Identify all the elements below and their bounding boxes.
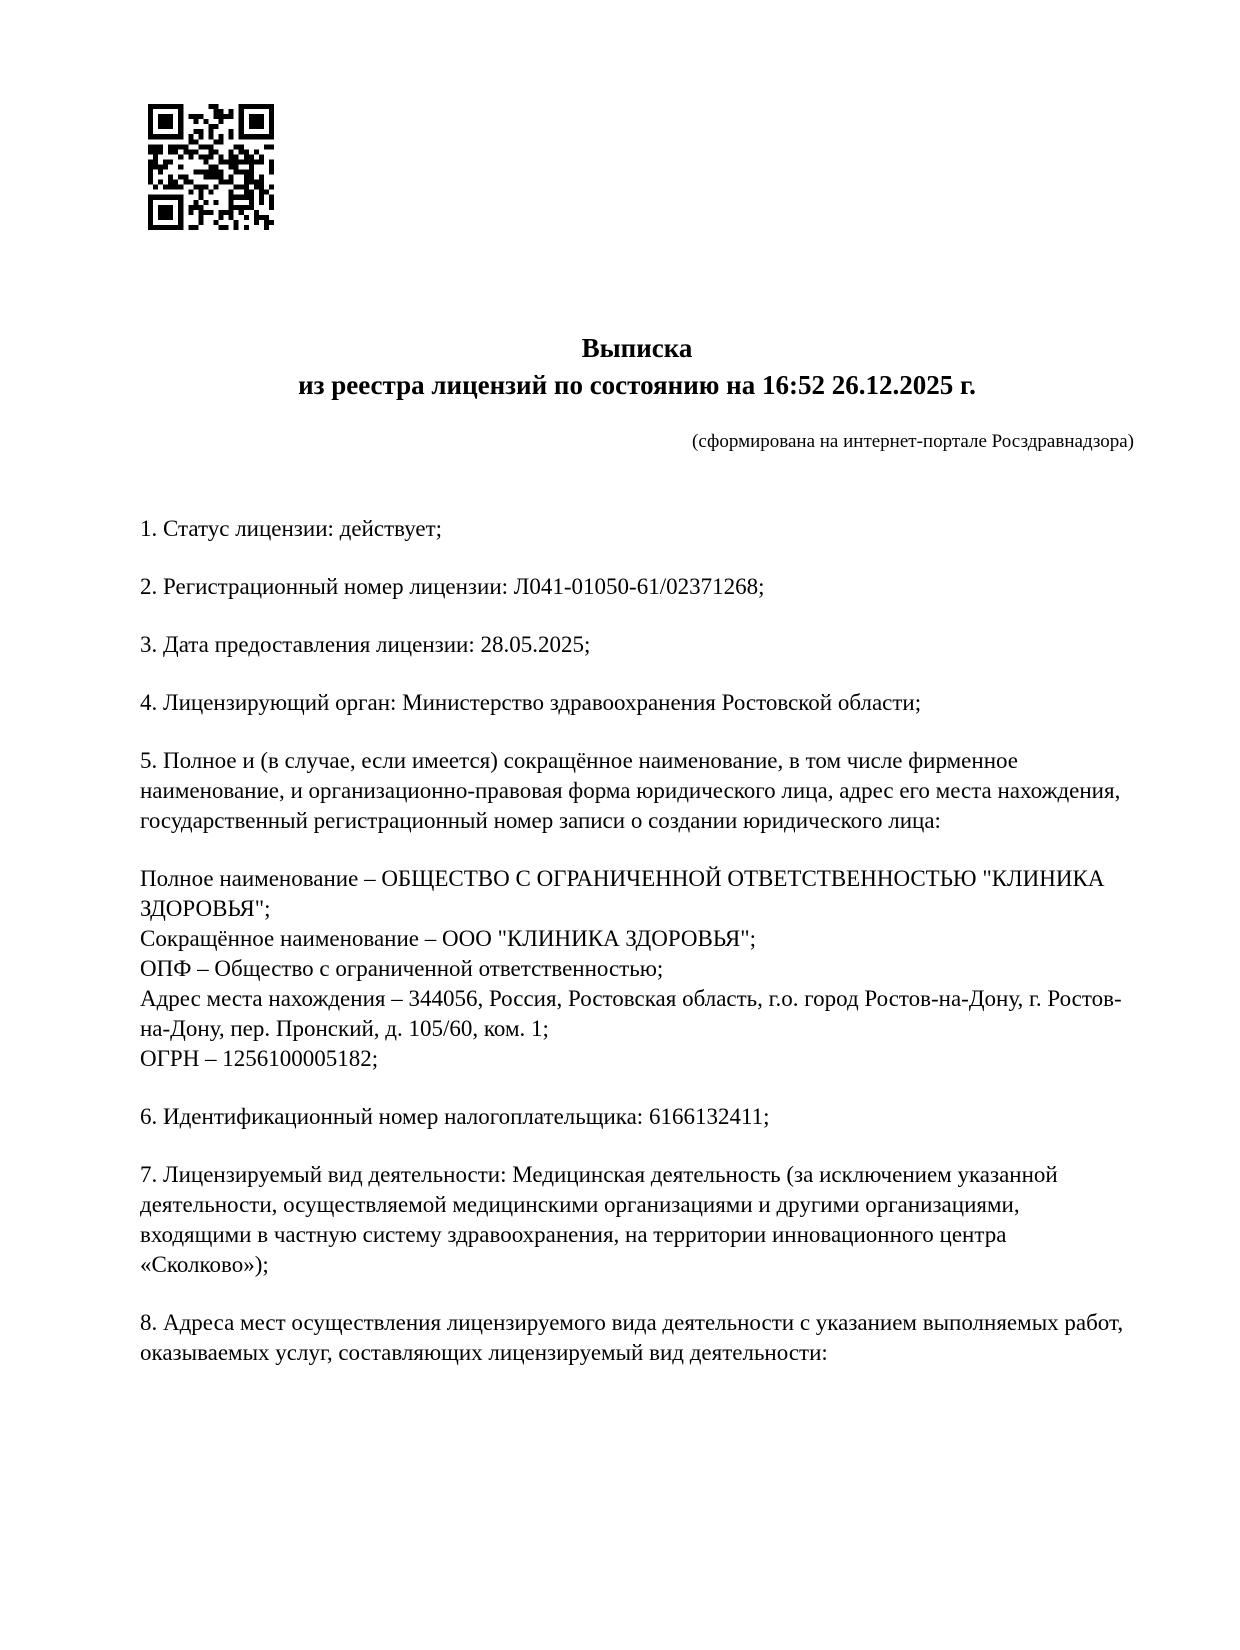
document-body [140,514,1134,1368]
entity-full-name: Полное наименование – ОБЩЕСТВО С ОГРАНИЧЕННОЙ ОТВЕТСТВЕННОСТЬЮ "КЛИНИКА ЗДОРОВЬЯ"; [140,866,1105,921]
item-7-licensed-activity: 7. Лицензируемый вид деятельности: Медицинская деятельность (за исключением указанной деятельности, осуществляемой медицинскими организациями и другими организациями, входящими в частную систему здравоохранения, на территории инновационного центра «Сколково»); [140,1162,1058,1277]
item-1-license-status: 1. Статус лицензии: действует; [140,516,443,541]
entity-address: Адрес места нахождения – 344056, Россия, Ростовская область, г.о. город Ростов-на-Дону, г. Ростов-на-Дону, пер. Пронский, д. 105/60, ком. 1; [140,986,1122,1041]
qr-code-icon [148,104,274,230]
item-2-registration-number: 2. Регистрационный номер лицензии: Л041-01050-61/02371268; [140,574,765,599]
entity-ogrn: ОГРН – 1256100005182; [140,1046,379,1071]
title-line-1: Выписка [581,333,693,363]
document-subtitle: (сформирована на интернет-портале Росздравнадзора) [692,431,1134,452]
item-5-entity-name-heading: 5. Полное и (в случае, если имеется) сокращённое наименование, в том числе фирменное наименование, и организационно-правовая форма юридического лица, адрес его места нахождения, государственный регистрационный номер записи о создании юридического лица: [140,748,1121,833]
item-6-taxpayer-number: 6. Идентификационный номер налогоплательщика: 6166132411; [140,1104,770,1129]
item-4-licensing-authority: 4. Лицензирующий орган: Министерство здравоохранения Ростовской области; [140,690,922,715]
document-title [140,330,1134,404]
title-line-2: из реестра лицензий по состоянию на 16:52 26.12.2025 г. [298,370,976,400]
entity-legal-form: ОПФ – Общество с ограниченной ответственностью; [140,956,664,981]
item-3-license-grant-date: 3. Дата предоставления лицензии: 28.05.2025; [140,632,591,657]
entity-short-name: Сокращённое наименование – ООО "КЛИНИКА ЗДОРОВЬЯ"; [140,926,756,951]
entity-details-block [140,864,1134,1074]
item-8-activity-addresses: 8. Адреса мест осуществления лицензируемого вида деятельности с указанием выполняемых работ, оказываемых услуг, составляющих лицензируемый вид деятельности: [140,1310,1124,1365]
